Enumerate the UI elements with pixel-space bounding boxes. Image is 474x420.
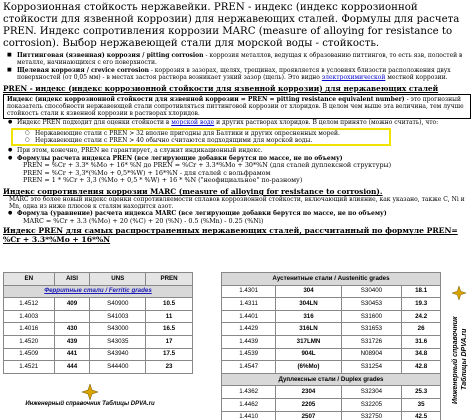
table-row xyxy=(222,323,441,336)
cell-uns: S43000 xyxy=(90,323,146,336)
cell-uns: S40900 xyxy=(90,298,146,311)
table-row xyxy=(222,348,441,361)
cell-pren: 18.1 xyxy=(402,285,441,298)
cell-uns: S44400 xyxy=(90,361,146,374)
pren-definition xyxy=(7,96,467,118)
ferritic-table xyxy=(3,272,193,374)
cell-uns: S43035 xyxy=(90,335,146,348)
pren-definition-box xyxy=(3,94,471,120)
cell-uns: S30453 xyxy=(341,298,402,311)
cell-pren: 26 xyxy=(402,323,441,336)
austenitic-duplex-table xyxy=(221,272,441,420)
cell-pren: 11 xyxy=(146,310,193,323)
marc-formula-heading: ● Формула (уравнение) расчета индекса MARC (все легирующие добавки берутся по массе, не по объему) xyxy=(3,210,471,217)
cell-uns: S30400 xyxy=(341,285,402,298)
cell-en: 1.4362 xyxy=(222,386,276,399)
cell-uns: S32304 xyxy=(341,386,402,399)
pren-definition-lead: Индекс (индекс коррозионной стойкости для язвенной коррозии = PREN = pitting resistance equivalent number) xyxy=(7,95,405,103)
cell-en: 1.4311 xyxy=(222,298,276,311)
highlight-baltic: ○ Нержавеющие стали с PREN > 32 вполне пригодны для Балтики и других опресненных морей. xyxy=(15,130,387,137)
cell-uns: S43940 xyxy=(90,348,146,361)
cell-pren: 19.3 xyxy=(402,298,441,311)
cell-en: 1.4429 xyxy=(222,323,276,336)
pren-formula-heading: ● Формулы расчета индекса PREN (все легирующие добавки берутся по массе, не по объему) xyxy=(3,155,471,162)
cell-aisi: 316 xyxy=(276,310,341,323)
cell-aisi: 409 xyxy=(54,298,90,311)
pren-formula-3: PREN = 1 * %Cr + 3,3 (%Mo + 0,5 * %W) + 16 * %N ("неофициальное" по-разному) xyxy=(23,176,303,185)
table-group-row xyxy=(222,273,441,286)
definition-term: Питтинговая (язвенная) коррозия / pitting corrosion xyxy=(17,52,204,59)
cell-en: 1.4520 xyxy=(4,335,55,348)
cell-uns: S31600 xyxy=(341,310,402,323)
table-row xyxy=(222,285,441,298)
table-row xyxy=(4,348,193,361)
table-row xyxy=(4,298,193,311)
cell-aisi: 304LN xyxy=(276,298,341,311)
definition-text: - коррозия металлов, ведущая к образованию питтингов, то есть язв, полостей в металле, начинающихся с его поверхности. xyxy=(17,52,463,67)
page-title: Коррозионная стойкость нержавейки. PREN - индекс (индекс коррозионной стойкости для язвенной коррозии) для нержавеющих сталей. Формулы для расчета PREN. Индекс сопротивления коррозии MARC (measure of alloying for resistance to corrosion). Выбор нержавеющей стали для морской воды - стойкость. xyxy=(3,2,460,49)
definition-text: - коррозия в зазорах, щелях, трещинах, проявляется в условиях близости расположения двух поверхностей (от 0,05 мм) - в местах застоя раствора возникает узкий зазор (щель). Это видно xyxy=(17,66,451,82)
marc-heading: Индекс сопротивления коррозии MARC (measure of alloying for resistance to corrosion). xyxy=(3,187,383,197)
table-row xyxy=(222,361,441,374)
table-row xyxy=(4,335,193,348)
table-header-row xyxy=(4,273,193,286)
cell-aisi: 304 xyxy=(276,285,341,298)
cell-en: 1.4509 xyxy=(4,348,55,361)
austenitic-group-label: Аустенитные стали / Austenitic grades xyxy=(222,273,441,286)
cell-en: 1.4462 xyxy=(222,398,276,411)
table-row xyxy=(222,310,441,323)
cell-aisi xyxy=(54,310,90,323)
cell-aisi: 2304 xyxy=(276,386,341,399)
table-group-row xyxy=(4,285,193,298)
ferritic-group-label[interactable]: Ферритные стали / Ferritic grades xyxy=(4,285,193,298)
cell-aisi: 2507 xyxy=(276,411,341,420)
cell-pren: 42.5 xyxy=(402,411,441,420)
cell-en: 1.4016 xyxy=(4,323,55,336)
col-uns: UNS xyxy=(90,273,146,286)
tables-area xyxy=(3,272,471,420)
table-row xyxy=(222,298,441,311)
cell-pren: 16.5 xyxy=(146,323,193,336)
table-row xyxy=(222,398,441,411)
definition-tail: местной коррозии. xyxy=(385,74,448,82)
sea-water-link[interactable]: морской воде xyxy=(171,119,215,127)
definition-pitting xyxy=(3,52,471,67)
cell-uns: S41003 xyxy=(90,310,146,323)
col-en: EN xyxy=(4,273,55,286)
definition-crevice xyxy=(3,67,471,82)
vertical-watermark xyxy=(444,286,474,418)
table-row xyxy=(4,361,193,374)
cell-pren: 34.8 xyxy=(402,348,441,361)
cell-pren: 25.3 xyxy=(402,386,441,399)
cell-uns: N08904 xyxy=(341,348,402,361)
cell-uns: S31653 xyxy=(341,323,402,336)
cell-en: 1.4401 xyxy=(222,310,276,323)
cell-aisi: 439 xyxy=(54,335,90,348)
cell-uns: S32750 xyxy=(341,411,402,420)
cell-en: 1.4521 xyxy=(4,361,55,374)
vertical-text-1: Инженерный справочник xyxy=(452,316,459,404)
cell-aisi: 316LN xyxy=(276,323,341,336)
table-heading: Индекс PREN для самых распространенных нержавеющих сталей, рассчитанный по формуле PREN= %Cr + 3.3*%Mo + 16*%N xyxy=(3,226,458,245)
cell-uns: S31726 xyxy=(341,335,402,348)
cell-pren: 31.6 xyxy=(402,335,441,348)
pren-definition-text: - это прогнозный показатель способности нержавеющей стали сопротивляться питтинговой коррозии от хлоридов. В целом чем выше эта величина, тем лучше стойкость стали к язвенной коррозии в растворах хлоридов. xyxy=(7,95,464,118)
cell-uns: S31254 xyxy=(341,361,402,374)
vertical-text-2: Таблицы DPVA.ru xyxy=(461,328,468,390)
marc-formula: MARC = %Cr + 3.3 (%Mo) + 20 (%C) + 20 (%N) - 0.5 (%Mn) - 0.25 (%Ni) xyxy=(23,216,264,225)
cell-aisi: 441 xyxy=(54,348,90,361)
duplex-group-label: Дуплексные стали / Duplex grades xyxy=(222,373,441,386)
applicability-tail: и других растворах хлоридов. В целом принято (можно считать), что: xyxy=(214,119,439,127)
table-row xyxy=(222,335,441,348)
col-pren: PREN xyxy=(146,273,193,286)
electrochemical-link[interactable]: электрохимической xyxy=(321,74,386,82)
cell-en: 1.4003 xyxy=(4,310,55,323)
cell-aisi: 430 xyxy=(54,323,90,336)
table-row xyxy=(222,411,441,420)
cell-pren: 17 xyxy=(146,335,193,348)
cell-en: 1.4512 xyxy=(4,298,55,311)
star-logo-icon xyxy=(452,286,466,300)
table-row xyxy=(4,310,193,323)
marc-text: MARC это более новый индекс оценки сопротивляемости сплавов коррозионной стойкости, включающий влияние, как указано, также С, Ni и Mn, одна из ниже плюсов к сталям находится азот. xyxy=(9,196,465,211)
pren-note: ● При этом, конечно, PREN не гарантирует, а служит индикационный индекс. xyxy=(3,147,471,154)
cell-pren: 24.2 xyxy=(402,310,441,323)
highlight-box xyxy=(11,128,391,147)
applicability-text: Индекс PREN подходит для оценки стойкости в xyxy=(17,119,172,127)
cell-aisi: (6%Mo) xyxy=(276,361,341,374)
cell-aisi: 904L xyxy=(276,348,341,361)
cell-en: 1.4301 xyxy=(222,285,276,298)
cell-en: 1.4547 xyxy=(222,361,276,374)
cell-pren: 10.5 xyxy=(146,298,193,311)
pren-formula-1: PREN = %Cr + 3.3* %Mo + 16* %N до PREN = %Cr + 3.3*%Mo + 30*%N (для сталей дуплексной структуры) xyxy=(23,161,392,170)
definition-term: Щелевая коррозия / crevice corrosion xyxy=(17,66,149,74)
cell-pren: 17.5 xyxy=(146,348,193,361)
table-row xyxy=(4,323,193,336)
cell-en: 1.4410 xyxy=(222,411,276,420)
pren-formula-2: PREN = %Cr + 3,3*(%Mo + 0,5*%W) + 16*%N - для сталей с вольфрамом xyxy=(23,168,271,177)
table-group-row xyxy=(222,373,441,386)
cell-aisi: 317LMN xyxy=(276,335,341,348)
logo-caption xyxy=(25,384,155,407)
pren-applicability xyxy=(3,119,471,126)
cell-aisi: 2205 xyxy=(276,398,341,411)
cell-en: 1.4439 xyxy=(222,335,276,348)
cell-pren: 42.8 xyxy=(402,361,441,374)
highlight-sea: ○ Нержавеющие стали с PREN > 40 обычно считаются подходящими для морской воды. xyxy=(15,137,387,144)
cell-en: 1.4539 xyxy=(222,348,276,361)
cell-aisi: 444 xyxy=(54,361,90,374)
cell-pren: 23 xyxy=(146,361,193,374)
cell-uns: S32205 xyxy=(341,398,402,411)
logo-text: Инженерный справочник Таблицы DPVA.ru xyxy=(25,401,155,407)
table-row xyxy=(222,386,441,399)
definitions-list xyxy=(3,52,471,82)
star-logo-icon xyxy=(82,384,98,400)
cell-pren: 35 xyxy=(402,398,441,411)
col-aisi: AISI xyxy=(54,273,90,286)
pren-heading: PREN - индекс (индекс коррозионной стойкости для язвенной коррозии) для нержавеющих сталей xyxy=(3,83,439,93)
